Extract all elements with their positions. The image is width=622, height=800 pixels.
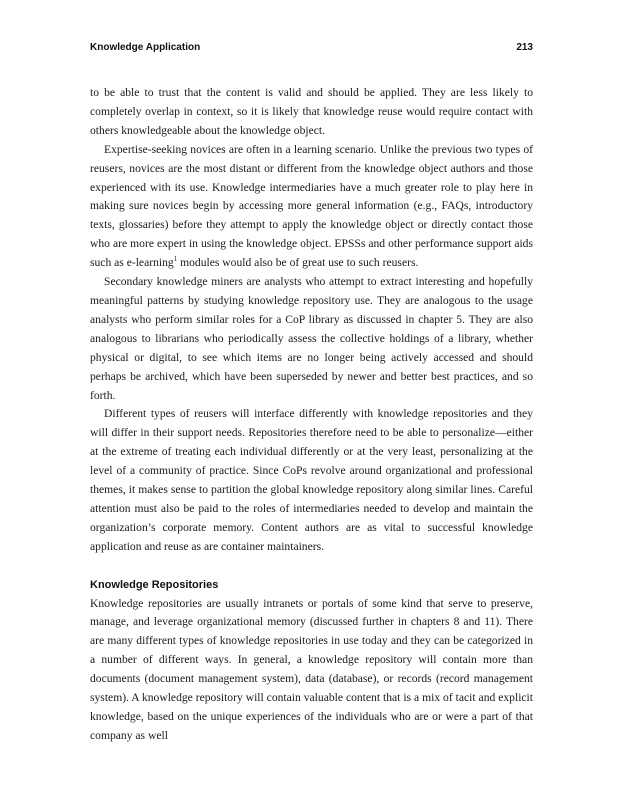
book-page (90, 40, 533, 746)
page-number: 213 (516, 42, 533, 53)
paragraph-miners: Secondary knowledge miners are analysts who attempt to extract interesting and hopefully meaningful patterns by studying knowledge repository use. They are analogous to the usage analysts who perform similar roles for a CoP library as discussed in chapter 5. They are also analogous to librarians who periodically assess the collective holdings of a library, whether physical or digital, to see which items are no longer being actively accessed and should perhaps be archived, which have been superseded by newer and better best practices, and so forth. (90, 275, 533, 402)
footnote-marker: 1 (173, 255, 178, 264)
paragraph-novices-tail: modules would also be of great use to such reusers. (177, 256, 419, 270)
paragraph-repositories: Knowledge repositories are usually intranets or portals of some kind that serve to preserve, manage, and leverage organizational memory (discussed further in chapters 8 and 11). There are many different types of knowledge repositories in use today and they can be categorized in a number of different ways. In general, a knowledge repository will contain more than documents (document management system), data (database), or records (record management system). A knowledge repository will contain valuable content that is a mix of tacit and explicit knowledge, based on the unique experiences of the individuals who are or were a part of that company as well (90, 596, 533, 742)
paragraph-reusers: Different types of reusers will interface differently with knowledge repositories and they will differ in their support needs. Repositories therefore need to be able to personalize—either at the extreme of treating each individual differently or at the very least, personalizing at the level of a community of practice. Since CoPs revolve around organizational and professional themes, it makes sense to partition the global knowledge repository along similar lines. Careful attention must also be paid to the roles of intermediaries needed to develop and maintain the organization’s corporate memory. Content authors are as vital to successful knowledge application and reuse as are container maintainers. (90, 407, 533, 553)
section-heading: Knowledge Repositories (90, 578, 219, 591)
chapter-title: Knowledge Application (90, 42, 201, 53)
paragraph-continued: to be able to trust that the content is valid and should be applied. They are less likely to completely overlap in context, so it is likely that knowledge reuse would require contact with others knowledgeable about the knowledge object. (90, 86, 533, 137)
running-head (90, 40, 533, 56)
paragraph-novices-text: Expertise-seeking novices are often in a learning scenario. Unlike the previous two types of reusers, novices are the most distant or different from the knowledge object authors and those experienced with its use. Knowledge intermediaries have a much greater role to play here in making sure novices begin by accessing more general information (e.g., FAQs, introductory texts, glossaries) before they attempt to apply the knowledge object or directly contact those who are more expert in using the knowledge object. EPSSs and other performance support aids such as e-learning (90, 142, 533, 270)
paragraph-novices (90, 141, 533, 273)
body-text (90, 84, 533, 746)
